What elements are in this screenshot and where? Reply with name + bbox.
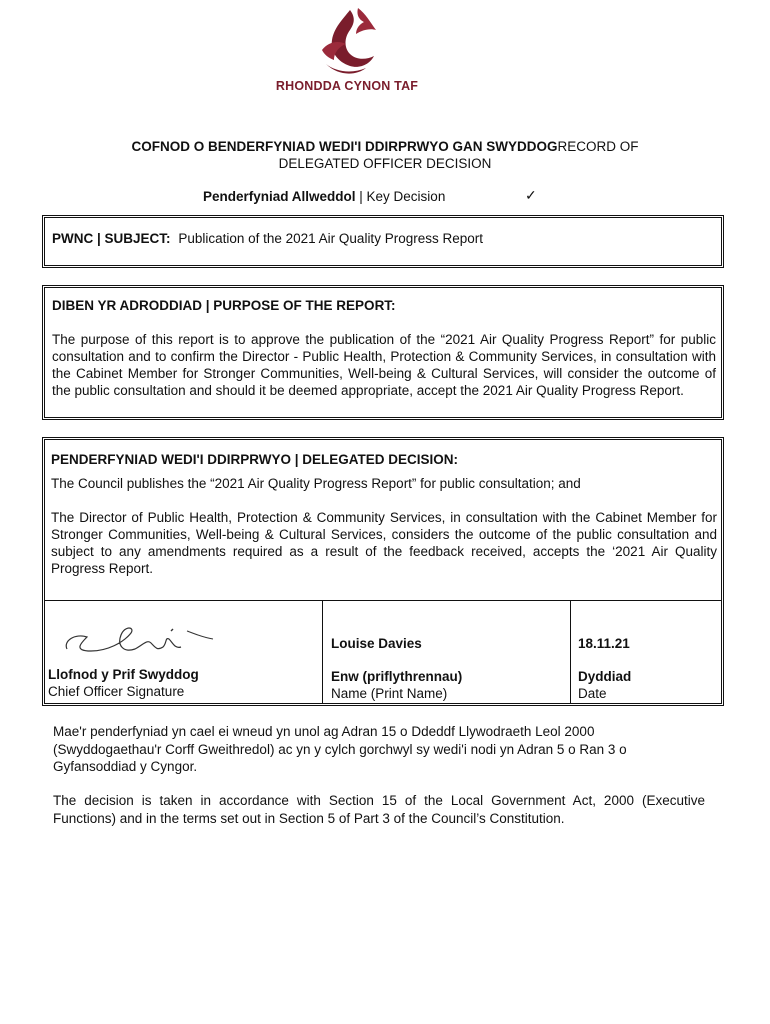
decision-para-1: The Council publishes the “2021 Air Quality Progress Report” for public consultation; and <box>51 476 581 491</box>
council-logo <box>262 6 432 102</box>
logo-wordmark: RHONDDA CYNON TAF <box>275 79 419 93</box>
date-label-welsh: Dyddiad <box>578 669 632 684</box>
checkmark-icon: ✓ <box>525 187 537 203</box>
welsh-statement: Mae'r penderfyniad yn cael ei wneud yn unol ag Adran 15 o Ddeddf Llywodraeth Leol 2000 (Swyddogaethau'r Corff Gweithredol) ac yn y cylch gorchwyl sy wedi'i nodi yn Adran 5 o Ran 3 o Gyfansoddiad y Cyngor. <box>53 724 627 774</box>
date-label-english: Date <box>578 686 607 701</box>
title-english-end: DELEGATED OFFICER DECISION <box>278 155 492 171</box>
title-welsh: COFNOD O BENDERFYNIAD WEDI'I DDIRPRWYO GAN SWYDDOG <box>131 139 558 154</box>
purpose-box <box>42 285 724 420</box>
page-title <box>60 139 710 172</box>
subject-text: Publication of the 2021 Air Quality Progress Report <box>178 231 483 246</box>
purpose-heading: DIBEN YR ADRODDIAD | PURPOSE OF THE REPORT: <box>52 298 396 313</box>
title-english-start: RECORD OF <box>557 139 639 154</box>
date-cell <box>570 601 722 704</box>
officer-name: Louise Davies <box>331 636 422 651</box>
name-label-welsh: Enw (priflythrennau) <box>331 669 463 684</box>
name-cell <box>322 601 571 704</box>
decision-heading: PENDERFYNIAD WEDI'I DDIRPRWYO | DELEGATED DECISION: <box>51 452 459 467</box>
name-label-english: Name (Print Name) <box>331 686 448 701</box>
signature-cell <box>45 601 322 704</box>
dragon-logo-icon <box>312 6 382 78</box>
decision-date: 18.11.21 <box>578 636 630 651</box>
signature-table <box>45 600 721 704</box>
subject-box <box>42 215 724 268</box>
signature-label-welsh: Llofnod y Prif Swyddog <box>48 667 199 682</box>
english-statement: The decision is taken in accordance with Section 15 of the Local Government Act, 2000 (Executive Functions) and in the terms set out in Section 5 of Part 3 of the Council’s Constitution. <box>53 793 705 826</box>
signature-label-english: Chief Officer Signature <box>48 684 185 699</box>
purpose-text: The purpose of this report is to approve the publication of the “2021 Air Quality Progress Report” for public consultation and to confirm the Director - Public Health, Protection & Community Services, in consultation with the Cabinet Member for Stronger Communities, Well-being & Cultural Services, will consider the outcome of the public consultation and should it be deemed appropriate, accept the 2021 Air Quality Progress Report. <box>52 332 716 398</box>
key-decision-welsh: Penderfyniad Allweddol <box>203 189 356 204</box>
handwritten-signature <box>61 621 221 661</box>
key-decision-english: | Key Decision <box>355 189 446 204</box>
decision-box <box>42 437 724 706</box>
subject-label: PWNC | SUBJECT: <box>52 231 171 246</box>
key-decision-label <box>203 189 445 204</box>
decision-para-2: The Director of Public Health, Protection & Community Services, in consultation with the Cabinet Member for Stronger Communities, Well-being & Cultural Services, considers the outcome of the public consultation and subject to any amendments required as a result of the feedback received, accepts the ‘2021 Air Quality Progress Report. <box>51 510 717 576</box>
